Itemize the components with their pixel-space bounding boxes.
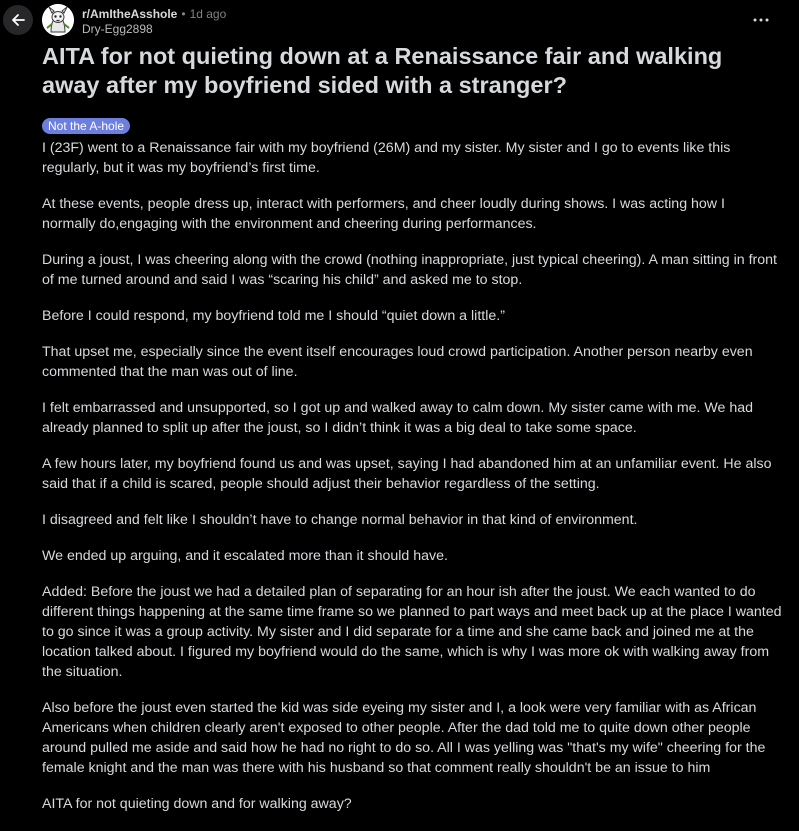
body-paragraph: Added: Before the joust we had a detailed plan of separating for an hour ish after the joust. We each wanted to do different things happening at the same time frame so we planned to part ways and meet back up at the place I wanted to go since it was a group activity. My sister and I did separate for a time and she came back and joined me at the location talked about. I figured my boyfriend would do the same, which is why I was more ok with walking away from the situation. xyxy=(42,584,782,680)
post-age: 1d ago xyxy=(189,7,227,21)
body-paragraph: I (23F) went to a Renaissance fair with my boyfriend (26M) and my sister. My sister and I go to events like this regularly, but it was my boyfriend’s first time. xyxy=(42,140,731,176)
more-options-button[interactable] xyxy=(749,10,773,30)
back-button[interactable] xyxy=(3,5,33,35)
body-paragraph: That upset me, especially since the event itself encourages loud crowd participation. Another person nearby even commented that the man was out of line. xyxy=(42,344,753,380)
body-paragraph: During a joust, I was cheering along with the crowd (nothing inappropriate, just typical cheering). A man sitting in front of me turned around and said I was “scaring his child” and asked me to stop. xyxy=(42,252,777,288)
more-horizontal-icon xyxy=(753,18,769,22)
arrow-left-icon xyxy=(10,12,26,28)
meta-separator: • xyxy=(181,7,186,21)
author-link[interactable]: Dry-Egg2898 xyxy=(82,22,153,36)
post-meta-row xyxy=(82,7,226,22)
subreddit-link[interactable]: r/AmItheAsshole xyxy=(82,7,178,21)
body-paragraph: Before I could respond, my boyfriend told me I should “quiet down a little.” xyxy=(42,308,505,324)
body-paragraph: At these events, people dress up, interact with performers, and cheer loudly during shows. I was acting how I normally do,engaging with the environment and cheering during performances. xyxy=(42,196,725,232)
body-paragraph: We ended up arguing, and it escalated more than it should have. xyxy=(42,548,448,564)
post-flair[interactable]: Not the A-hole xyxy=(42,118,130,134)
body-paragraph: I disagreed and felt like I shouldn’t have to change normal behavior in that kind of environment. xyxy=(42,512,638,528)
subreddit-avatar[interactable] xyxy=(42,4,74,36)
body-paragraph: I felt embarrassed and unsupported, so I got up and walked away to calm down. My sister came with me. We had already planned to split up after the joust, so I didn’t think it was a big deal to take some space. xyxy=(42,400,754,436)
post-title[interactable]: AITA for not quieting down at a Renaissance fair and walking away after my boyfriend sided with a stranger? xyxy=(42,43,723,98)
body-paragraph: A few hours later, my boyfriend found us and was upset, saying I had abandoned him at an unfamiliar event. He also said that if a child is scared, people should adjust their behavior regardless of the setting. xyxy=(42,456,772,492)
post-body xyxy=(42,138,782,830)
body-paragraph: Also before the joust even started the kid was side eyeing my sister and I, a look were very familiar with as African Americans when children clearly aren't exposed to other people. After the dad told me to quite down other people around pulled me aside and said how he had no right to do so. All I was yelling was "that's my wife" cheering for the female knight and the man was there with his husband so that comment really shouldn't be an issue to him xyxy=(42,700,766,776)
post-meta xyxy=(82,7,226,37)
subreddit-avatar-icon xyxy=(42,4,74,36)
body-paragraph: AITA for not quieting down and for walking away? xyxy=(42,796,352,812)
